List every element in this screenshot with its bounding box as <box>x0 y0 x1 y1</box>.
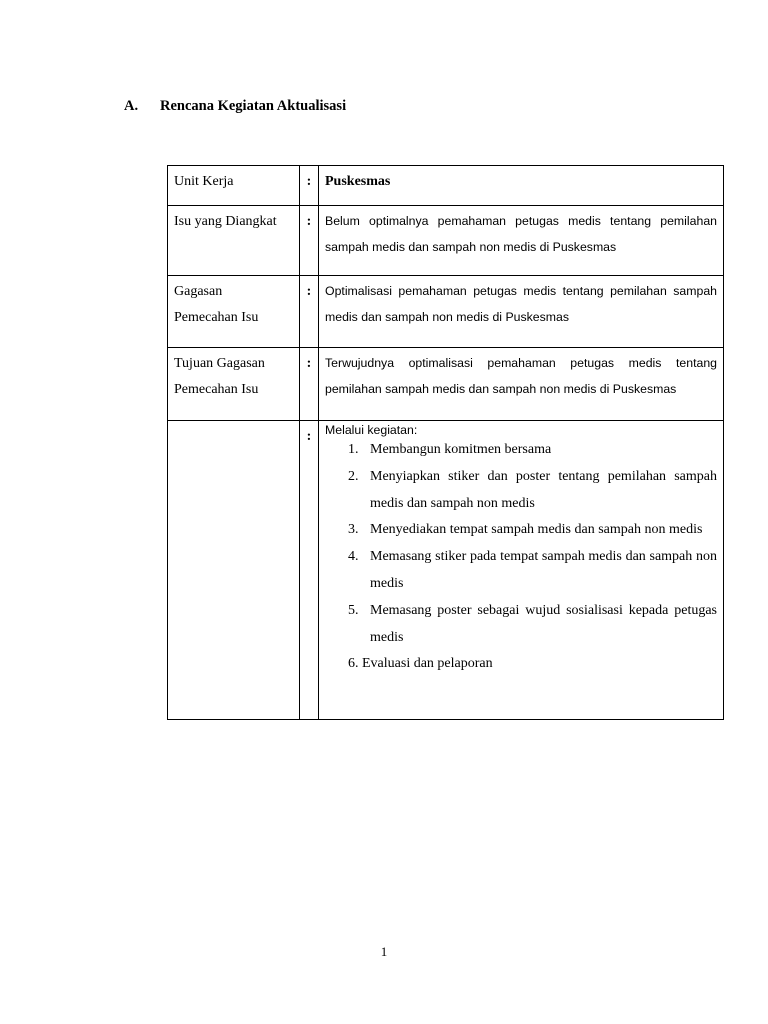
row-value: Terwujudnya optimalisasi pemahaman petugas medis tentang pemilahan sampah medis dan sampah non medis di Puskesmas <box>319 348 724 421</box>
activities-intro: Melalui kegiatan: <box>325 423 418 437</box>
list-item <box>325 517 717 544</box>
item-text: Evaluasi dan pelaporan <box>362 656 493 672</box>
row-value: Optimalisasi pemahaman petugas medis tentang pemilahan sampah medis dan sampah non medis di Puskesmas <box>319 276 724 348</box>
table-row <box>168 276 724 348</box>
table-row <box>168 166 724 206</box>
item-number: 6. <box>348 656 359 672</box>
row-label: Isu yang Diangkat <box>168 206 300 276</box>
activities-cell <box>319 421 724 720</box>
row-label-line: Tujuan Gagasan <box>174 356 265 371</box>
section-title: Rencana Kegiatan Aktualisasi <box>160 98 347 114</box>
item-number: 1. <box>348 442 359 457</box>
item-number: 4. <box>348 549 359 565</box>
section-heading <box>124 98 346 115</box>
item-text: Menyediakan tempat sampah medis dan sampah non medis <box>370 522 703 538</box>
item-text: Membangun komitmen bersama <box>370 442 552 457</box>
page-number: 1 <box>380 944 388 959</box>
item-text: Memasang stiker pada tempat sampah medis dan sampah non medis <box>370 549 717 591</box>
row-label: Unit Kerja <box>168 166 300 206</box>
row-value: Belum optimalnya pemahaman petugas medis tentang pemilahan sampah medis dan sampah non medis di Puskesmas <box>319 206 724 276</box>
colon-separator: : <box>300 421 319 720</box>
list-item <box>325 437 717 464</box>
row-value: Puskesmas <box>319 166 724 206</box>
section-number: A. <box>124 98 139 114</box>
list-item <box>325 651 717 678</box>
row-label-empty <box>168 421 300 720</box>
colon-separator: : <box>300 348 319 421</box>
item-number: 5. <box>348 602 359 618</box>
row-label <box>168 348 300 421</box>
table-row <box>168 348 724 421</box>
table-row <box>168 421 724 720</box>
activity-plan-table <box>167 165 724 720</box>
row-label-line: Gagasan <box>174 284 223 299</box>
colon-separator: : <box>300 206 319 276</box>
row-label <box>168 276 300 348</box>
list-item <box>325 464 717 518</box>
item-number: 2. <box>348 468 359 484</box>
list-item <box>325 598 717 652</box>
item-text: Menyiapkan stiker dan poster tentang pemilahan sampah medis dan sampah non medis <box>370 468 717 511</box>
table-row <box>168 206 724 276</box>
list-item <box>325 544 717 598</box>
item-number: 3. <box>348 522 359 538</box>
colon-separator: : <box>300 276 319 348</box>
activities-list <box>325 437 717 678</box>
item-text: Memasang poster sebagai wujud sosialisasi kepada petugas medis <box>370 602 717 645</box>
row-label-line: Pemecahan Isu <box>174 382 259 397</box>
row-label-line: Pemecahan Isu <box>174 310 259 325</box>
colon-separator: : <box>300 166 319 206</box>
